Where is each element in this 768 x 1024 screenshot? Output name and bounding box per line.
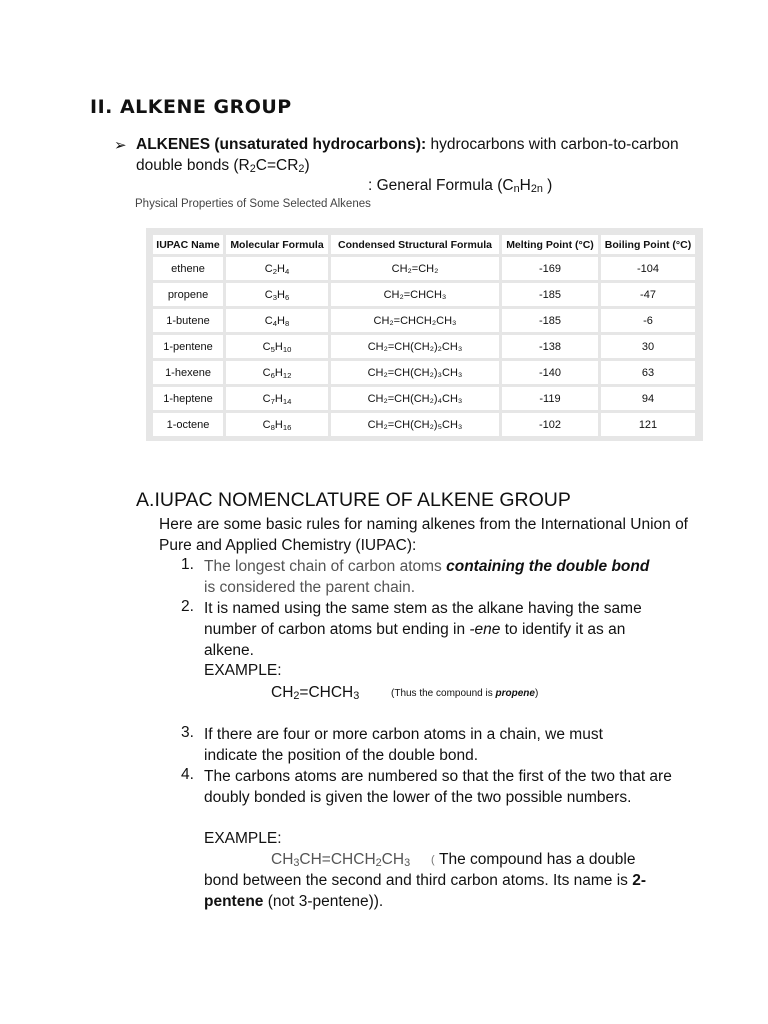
section-heading: II. ALKENE GROUP	[90, 96, 292, 118]
col-header: Molecular Formula	[226, 235, 328, 254]
table-row	[153, 387, 695, 410]
cell-iupac-name: propene	[153, 283, 223, 306]
paren: (	[431, 854, 435, 866]
cell-structural-formula: CH₂=CH(CH₂)₂CH₃	[331, 335, 499, 358]
col-header: Boiling Point (°C)	[601, 235, 695, 254]
rule-number: 1.	[181, 556, 194, 573]
cell-melting-point: -140	[502, 361, 598, 384]
section-a-intro: Here are some basic rules for naming alkenes from the International Union of Pure and Applied Chemistry (IUPAC):	[159, 516, 688, 554]
cell-structural-formula: CH₂=CH(CH₂)₃CH₃	[331, 361, 499, 384]
cell-molecular-formula: $C_4H_8$	[226, 309, 328, 332]
arrow-bullet-icon: ➢	[114, 137, 127, 154]
example-label: EXAMPLE:	[204, 830, 282, 847]
col-header: Melting Point (°C)	[502, 235, 598, 254]
example-note-line1: The compound has a double	[439, 851, 636, 868]
table-row	[153, 335, 695, 358]
example-formula: $CH_2=CHCH_3$	[271, 684, 360, 702]
cell-structural-formula: CH₂=CH₂	[331, 257, 499, 280]
cell-melting-point: -185	[502, 309, 598, 332]
table-row	[153, 257, 695, 280]
cell-iupac-name: 1-hexene	[153, 361, 223, 384]
cell-iupac-name: ethene	[153, 257, 223, 280]
cell-molecular-formula: $C_7H_{14}$	[226, 387, 328, 410]
col-header: IUPAC Name	[153, 235, 223, 254]
example-formula: $CH_3CH=CHCH_2CH_3$	[271, 851, 411, 869]
cell-molecular-formula: $C_8H_{16}$	[226, 413, 328, 436]
table-row	[153, 361, 695, 384]
definition-text: hydrocarbons with carbon-to-carbon double bonds (R	[136, 136, 679, 174]
example-label: EXAMPLE:	[204, 662, 282, 679]
general-formula: : General Formula ($C_nH_{2n}$ )	[368, 177, 553, 195]
cell-iupac-name: 1-pentene	[153, 335, 223, 358]
cell-melting-point: -102	[502, 413, 598, 436]
cell-iupac-name: 1-octene	[153, 413, 223, 436]
cell-structural-formula: CH₂=CH(CH₂)₅CH₃	[331, 413, 499, 436]
example-note-rest: bond between the second and third carbon atoms. Its name is 2-pentene (not 3-pentene)).	[204, 872, 647, 910]
cell-boiling-point: -6	[601, 309, 695, 332]
cell-iupac-name: 1-butene	[153, 309, 223, 332]
cell-boiling-point: 121	[601, 413, 695, 436]
cell-molecular-formula: $C_6H_{12}$	[226, 361, 328, 384]
cell-boiling-point: 30	[601, 335, 695, 358]
rule-number: 3.	[181, 724, 194, 741]
cell-molecular-formula: $C_3H_6$	[226, 283, 328, 306]
cell-molecular-formula: $C_2H_4$	[226, 257, 328, 280]
cell-structural-formula: CH₂=CH(CH₂)₄CH₃	[331, 387, 499, 410]
col-header: Condensed Structural Formula	[331, 235, 499, 254]
alkene-definition: ALKENES (unsaturated hydrocarbons): hydrocarbons with carbon-to-carbon double bonds $(R_2C=CR_2)$	[136, 136, 679, 175]
table-row	[153, 413, 695, 436]
table-caption: Physical Properties of Some Selected Alkenes	[135, 198, 371, 210]
cell-boiling-point: -47	[601, 283, 695, 306]
cell-boiling-point: -104	[601, 257, 695, 280]
rule-number: 4.	[181, 766, 194, 783]
example-note: (Thus the compound is propene)	[391, 688, 539, 699]
rule-3: If there are four or more carbon atoms in a chain, we must indicate the position of the double bond.	[204, 726, 603, 764]
cell-iupac-name: 1-heptene	[153, 387, 223, 410]
rule-4: The carbons atoms are numbered so that the first of the two that are doubly bonded is given the lower of the two possible numbers.	[204, 768, 672, 806]
rule-2: It is named using the same stem as the alkane having the same number of carbon atoms but ending in -ene to identify it as an alkene.	[204, 600, 642, 659]
rule-number: 2.	[181, 598, 194, 615]
cell-melting-point: -119	[502, 387, 598, 410]
cell-structural-formula: CH₂=CHCH₃	[331, 283, 499, 306]
cell-molecular-formula: $C_5H_{10}$	[226, 335, 328, 358]
table-row	[153, 309, 695, 332]
cell-melting-point: -138	[502, 335, 598, 358]
cell-melting-point: -185	[502, 283, 598, 306]
definition-term: ALKENES (unsaturated hydrocarbons):	[136, 136, 427, 153]
cell-boiling-point: 63	[601, 361, 695, 384]
table-header-row	[153, 235, 695, 254]
table-row	[153, 283, 695, 306]
section-a-heading: A.IUPAC NOMENCLATURE OF ALKENE GROUP	[136, 489, 571, 511]
cell-melting-point: -169	[502, 257, 598, 280]
rule-1: The longest chain of carbon atoms containing the double bond is considered the parent chain.	[204, 558, 650, 596]
alkene-properties-table	[146, 228, 703, 441]
cell-structural-formula: CH₂=CHCH₂CH₃	[331, 309, 499, 332]
cell-boiling-point: 94	[601, 387, 695, 410]
